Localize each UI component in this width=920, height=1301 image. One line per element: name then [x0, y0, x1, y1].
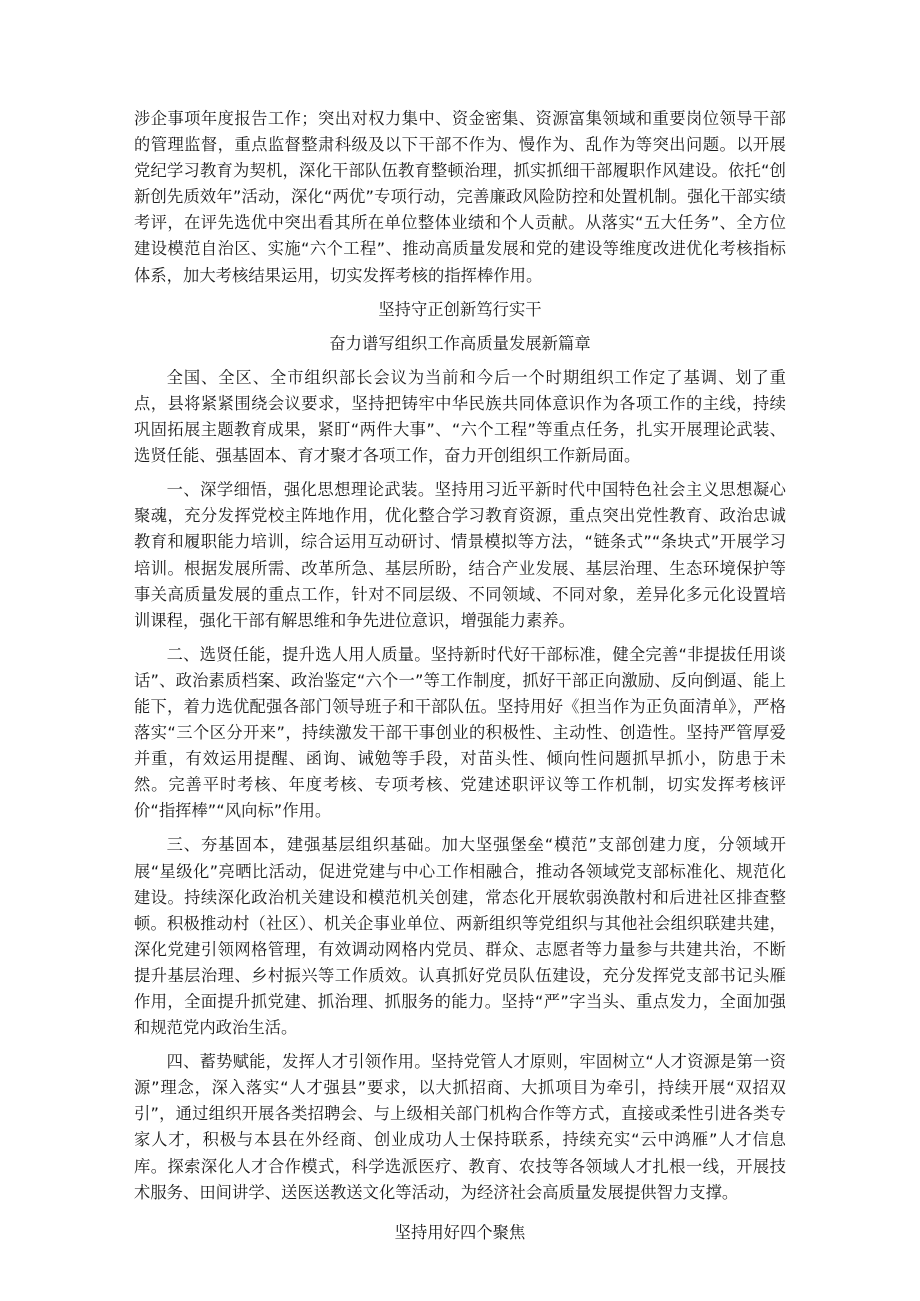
intro-paragraph: 涉企事项年度报告工作；突出对权力集中、资金密集、资源富集领域和重要岗位领导干部的管理监督，重点监督整肃科级及以下干部不作为、慢作为、乱作为等突出问题。以开展党纪学习教育为契机，深化干部队伍教育整顿治理，抓实抓细干部履职作风建设。依托“创新创先质效年”活动，深化“两优”专项行动，完善廉政风险防控和处置机制。强化干部实绩考评，在评先选优中突出看其所在单位整体业绩和个人贡献。从落实“五大任务”、全方位建设模范自治区、实施“六个工程”、推动高质量发展和党的建设等维度改进优化考核指标体系，加大考核结果运用，切实发挥考核的指挥棒作用。 [134, 109, 786, 285]
article-title-line-1: 坚持守正创新笃行实干 [378, 299, 542, 319]
next-article-title: 坚持用好四个聚焦 [394, 1222, 526, 1242]
section-4-paragraph: 四、蓄势赋能，发挥人才引领作用。坚持党管人才原则，牢固树立“人才资源是第一资源”理念，深入落实“人才强县”要求，以大抓招商、大抓项目为牵引，持续开展“双招双引”，通过组织开展各类招聘会、与上级相关部门机构合作等方式，直接或柔性引进各类专家人才，积极与本县在外经商、创业成功人士保持联系，持续充实“云中鸿雁”人才信息库。探索深化人才合作模式，科学选派医疗、教育、农技等各领域人才扎根一线，开展技术服务、田间讲学、送医送教送文化等活动，为经济社会高质量发展提供智力支撑。 [134, 1052, 786, 1202]
section-1-paragraph: 一、深学细悟，强化思想理论武装。坚持用习近平新时代中国特色社会主义思想凝心聚魂，充分发挥党校主阵地作用，优化整合学习教育资源，重点突出党性教育、政治忠诚教育和履职能力培训，综合运用互动研讨、情景模拟等方法，“链条式”“条块式”开展学习培训。根据发展所需、改革所急、基层所盼，结合产业发展、基层治理、生态环境保护等事关高质量发展的重点工作，针对不同层级、不同领域、不同对象，差异化多元化设置培训课程，强化干部有解思维和争先进位意识，增强能力素养。 [134, 480, 786, 630]
document-page [134, 106, 786, 1246]
section-2-paragraph: 二、选贤任能，提升选人用人质量。坚持新时代好干部标准，健全完善“非提拔任用谈话”、政治素质档案、政治鉴定“六个一”等工作制度，抓好干部正向激励、反向倒逼、能上能下，着力选优配强各部门领导班子和干部队伍。坚持用好《担当作为正负面清单》，严格落实“三个区分开来”，持续激发干部干事创业的积极性、主动性、创造性。坚持严管厚爱并重，有效运用提醒、函询、诫勉等手段，对苗头性、倾向性问题抓早抓小，防患于未然。完善平时考核、年度考核、专项考核、党建述职评议等工作机制，切实发挥考核评价“指挥棒”“风向标”作用。 [134, 644, 786, 821]
section-3-paragraph: 三、夯基固本，建强基层组织基础。加大坚强堡垒“模范”支部创建力度，分领域开展“星级化”亮晒比活动，促进党建与中心工作相融合，推动各领域党支部标准化、规范化建设。持续深化政治机关建设和模范机关创建，常态化开展软弱涣散村和后进社区排查整顿。积极推动村（社区）、机关企事业单位、两新组织等党组织与其他社会组织联建共建，深化党建引领网格管理，有效调动网格内党员、群众、志愿者等力量参与共建共治，不断提升基层治理、乡村振兴等工作质效。认真抓好党员队伍建设，充分发挥党支部书记头雁作用，全面提升抓党建、抓治理、抓服务的能力。坚持“严”字当头、重点发力，全面加强和规范党内政治生活。 [134, 835, 786, 1038]
lead-paragraph: 全国、全区、全市组织部长会议为当前和今后一个时期组织工作定了基调、划了重点，县将紧紧围绕会议要求，坚持把铸牢中华民族共同体意识作为各项工作的主线，持续巩固拓展主题教育成果，紧盯“两件大事”、“六个工程”等重点任务，扎实开展理论武装、选贤任能、强基固本、育才聚才各项工作，奋力开创组织工作新局面。 [134, 367, 786, 466]
article-title-line-2: 奋力谱写组织工作高质量发展新篇章 [329, 333, 591, 353]
